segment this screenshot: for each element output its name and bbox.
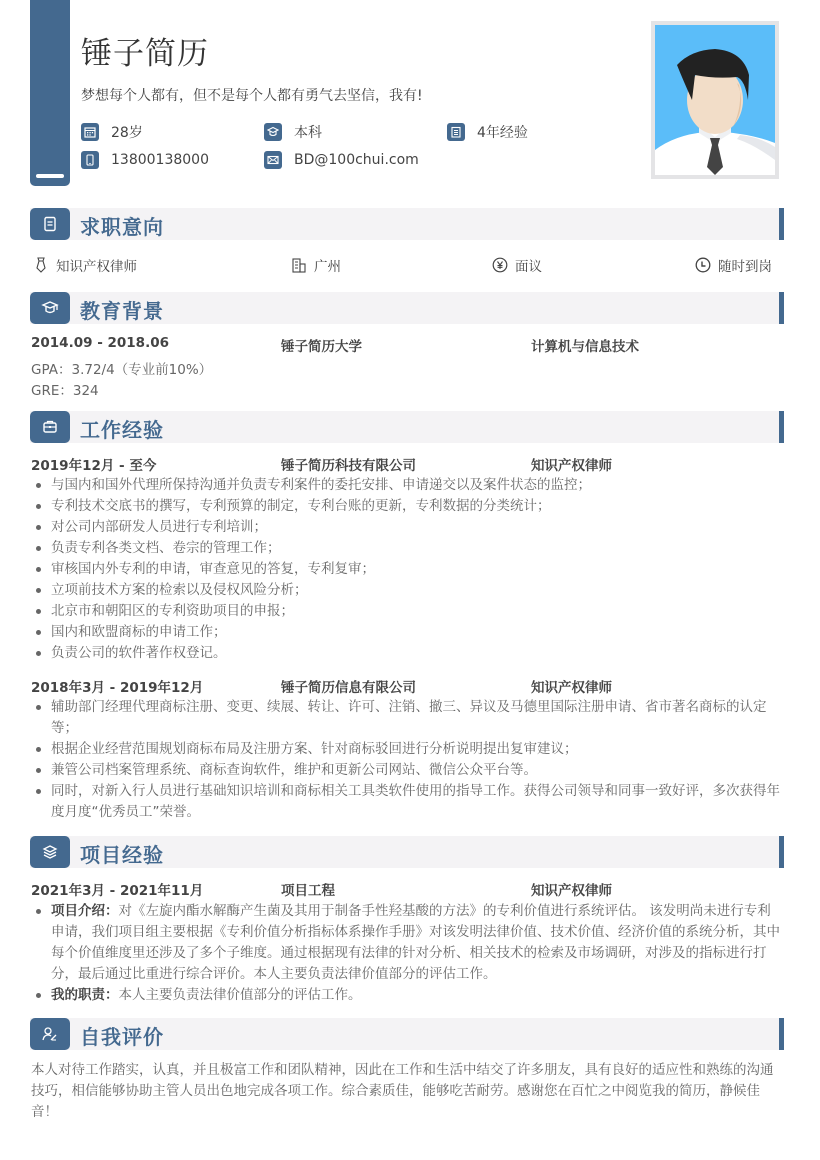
job-role: 知识产权律师 [531, 458, 612, 474]
section-end-bar [779, 1018, 784, 1050]
section-end-bar [779, 836, 784, 868]
job-period: 2018年3月 - 2019年12月 [31, 680, 204, 696]
project-role: 知识产权律师 [531, 883, 612, 899]
education-row [31, 335, 781, 355]
clipboard-icon [447, 123, 465, 141]
job-role: 知识产权律师 [531, 680, 612, 696]
age-value: 28岁 [111, 125, 143, 141]
user-edit-icon [30, 1018, 70, 1050]
list-item: 辅助部门经理代理商标注册、变更、续展、转让、许可、注销、撤三、异议及马德里国际注册申请、省市著名商标的认定等； [31, 697, 783, 739]
clipboard-icon [30, 208, 70, 240]
project-name: 项目工程 [281, 883, 335, 899]
profile-photo [651, 21, 779, 179]
list-item: 专利技术交底书的撰写，专利预算的制定，专利台账的更新，专利数据的分类统计； [31, 496, 783, 517]
job-company: 锤子简历科技有限公司 [281, 458, 416, 474]
section-header-self-eval [30, 1018, 784, 1050]
section-title: 教育背景 [80, 299, 164, 323]
job-period: 2019年12月 - 至今 [31, 458, 157, 474]
info-experience [447, 122, 528, 142]
list-item: 北京市和朝阳区的专利资助项目的申报； [31, 601, 783, 622]
layers-icon [30, 836, 70, 868]
avatar-illustration [655, 25, 775, 175]
job-row [31, 676, 781, 696]
education-gpa: GPA：3.72/4（专业前10%） [31, 362, 213, 378]
tie-icon [33, 257, 49, 273]
intent-position [33, 255, 137, 275]
email-value: BD@100chui.com [294, 152, 419, 168]
info-age [81, 122, 143, 142]
list-item: 负责公司的软件著作权登记。 [31, 643, 783, 664]
list-item: 立项前技术方案的检索以及侵权风险分析； [31, 580, 783, 601]
section-title: 工作经验 [80, 418, 164, 442]
list-item [31, 901, 783, 985]
intro-label: 项目介绍： [51, 903, 119, 919]
education-major: 计算机与信息技术 [531, 339, 639, 355]
motto: 梦想每个人都有，但不是每个人都有勇气去坚信，我有! [81, 88, 423, 104]
job-duties-list [31, 475, 783, 664]
section-end-bar [779, 208, 784, 240]
section-end-bar [779, 411, 784, 443]
intro-text: 对《左旋内酯水解酶产生菌及其用于制备手性羟基酸的方法》的专利价值进行系统评估。 该发明尚未进行专利申请，我们项目组主要根据《专利价值分析指标体系操作手册》对该发明法律价值、技术价值、经济价值的系统分析，其中每个价值维度里还涉及了多个子维度。通过根据现有法律的针对分析、相关技术的检索及市场调研，对涉及的指标进行打分，最后通过比重进行综合评价。本人主要负责法律价值部分的评估工作。 [51, 903, 780, 982]
list-item: 根据企业经营范围规划商标布局及注册方案、针对商标驳回进行分析说明提出复审建议； [31, 739, 783, 760]
education-school: 锤子简历大学 [281, 339, 362, 355]
intent-availability-value: 随时到岗 [718, 259, 772, 275]
project-details-list [31, 901, 783, 1006]
list-item: 同时，对新入行人员进行基础知识培训和商标相关工具类软件使用的指导工作。获得公司领导和同事一致好评，多次获得年度月度“优秀员工”荣誉。 [31, 781, 783, 823]
accent-dash [36, 174, 64, 178]
duty-text: 本人主要负责法律价值部分的评估工作。 [118, 987, 362, 1003]
mail-icon [264, 151, 282, 169]
clock-icon [695, 257, 711, 273]
info-degree [264, 122, 322, 142]
self-evaluation-text: 本人对待工作踏实，认真，并且极富工作和团队精神，因此在工作和生活中结交了许多朋友，具有良好的适应性和熟练的沟通技巧，相信能够协助主管人员出色地完成各项工作。综合素质佳，能够吃苦耐劳。感谢您在百忙之中阅览我的简历，静候佳音！ [31, 1062, 774, 1120]
intent-city-value: 广州 [314, 259, 341, 275]
yen-icon [492, 257, 508, 273]
list-item: 与国内和国外代理所保持沟通并负责专利案件的委托安排、申请递交以及案件状态的监控； [31, 475, 783, 496]
graduation-cap-icon [30, 292, 70, 324]
section-header-project [30, 836, 784, 868]
section-title: 求职意向 [80, 215, 164, 239]
intent-salary-value: 面议 [515, 259, 542, 275]
resume-name: 锤子简历 [81, 36, 209, 72]
experience-value: 4年经验 [477, 125, 528, 141]
intent-salary [492, 255, 542, 275]
info-email [264, 151, 419, 169]
list-item: 国内和欧盟商标的申请工作； [31, 622, 783, 643]
building-icon [291, 257, 307, 273]
section-header-work [30, 411, 784, 443]
job-duties-list [31, 697, 783, 823]
section-header-job-intent [30, 208, 784, 240]
list-item [31, 985, 783, 1006]
duty-label: 我的职责： [51, 987, 119, 1003]
briefcase-icon [30, 411, 70, 443]
section-title: 自我评价 [80, 1025, 164, 1049]
section-header-education [30, 292, 784, 324]
intent-position-value: 知识产权律师 [56, 259, 137, 275]
phone-value: 13800138000 [111, 152, 209, 168]
education-period: 2014.09 - 2018.06 [31, 335, 169, 351]
list-item: 兼管公司档案管理系统、商标查询软件，维护和更新公司网站、微信公众平台等。 [31, 760, 783, 781]
section-title: 项目经验 [80, 843, 164, 867]
job-row [31, 454, 781, 474]
intent-availability [695, 255, 772, 275]
intent-city [291, 255, 341, 275]
degree-value: 本科 [294, 125, 322, 141]
project-period: 2021年3月 - 2021年11月 [31, 883, 204, 899]
header-accent-bar [30, 0, 70, 186]
graduation-cap-icon [264, 123, 282, 141]
education-gre: GRE：324 [31, 383, 99, 399]
phone-icon [81, 151, 99, 169]
list-item: 负责专利各类文档、卷宗的管理工作； [31, 538, 783, 559]
section-end-bar [779, 292, 784, 324]
project-row [31, 879, 781, 899]
info-phone [81, 151, 209, 169]
list-item: 对公司内部研发人员进行专利培训； [31, 517, 783, 538]
calendar-icon [81, 123, 99, 141]
list-item: 审核国内外专利的申请，审查意见的答复，专利复审； [31, 559, 783, 580]
job-company: 锤子简历信息有限公司 [281, 680, 416, 696]
